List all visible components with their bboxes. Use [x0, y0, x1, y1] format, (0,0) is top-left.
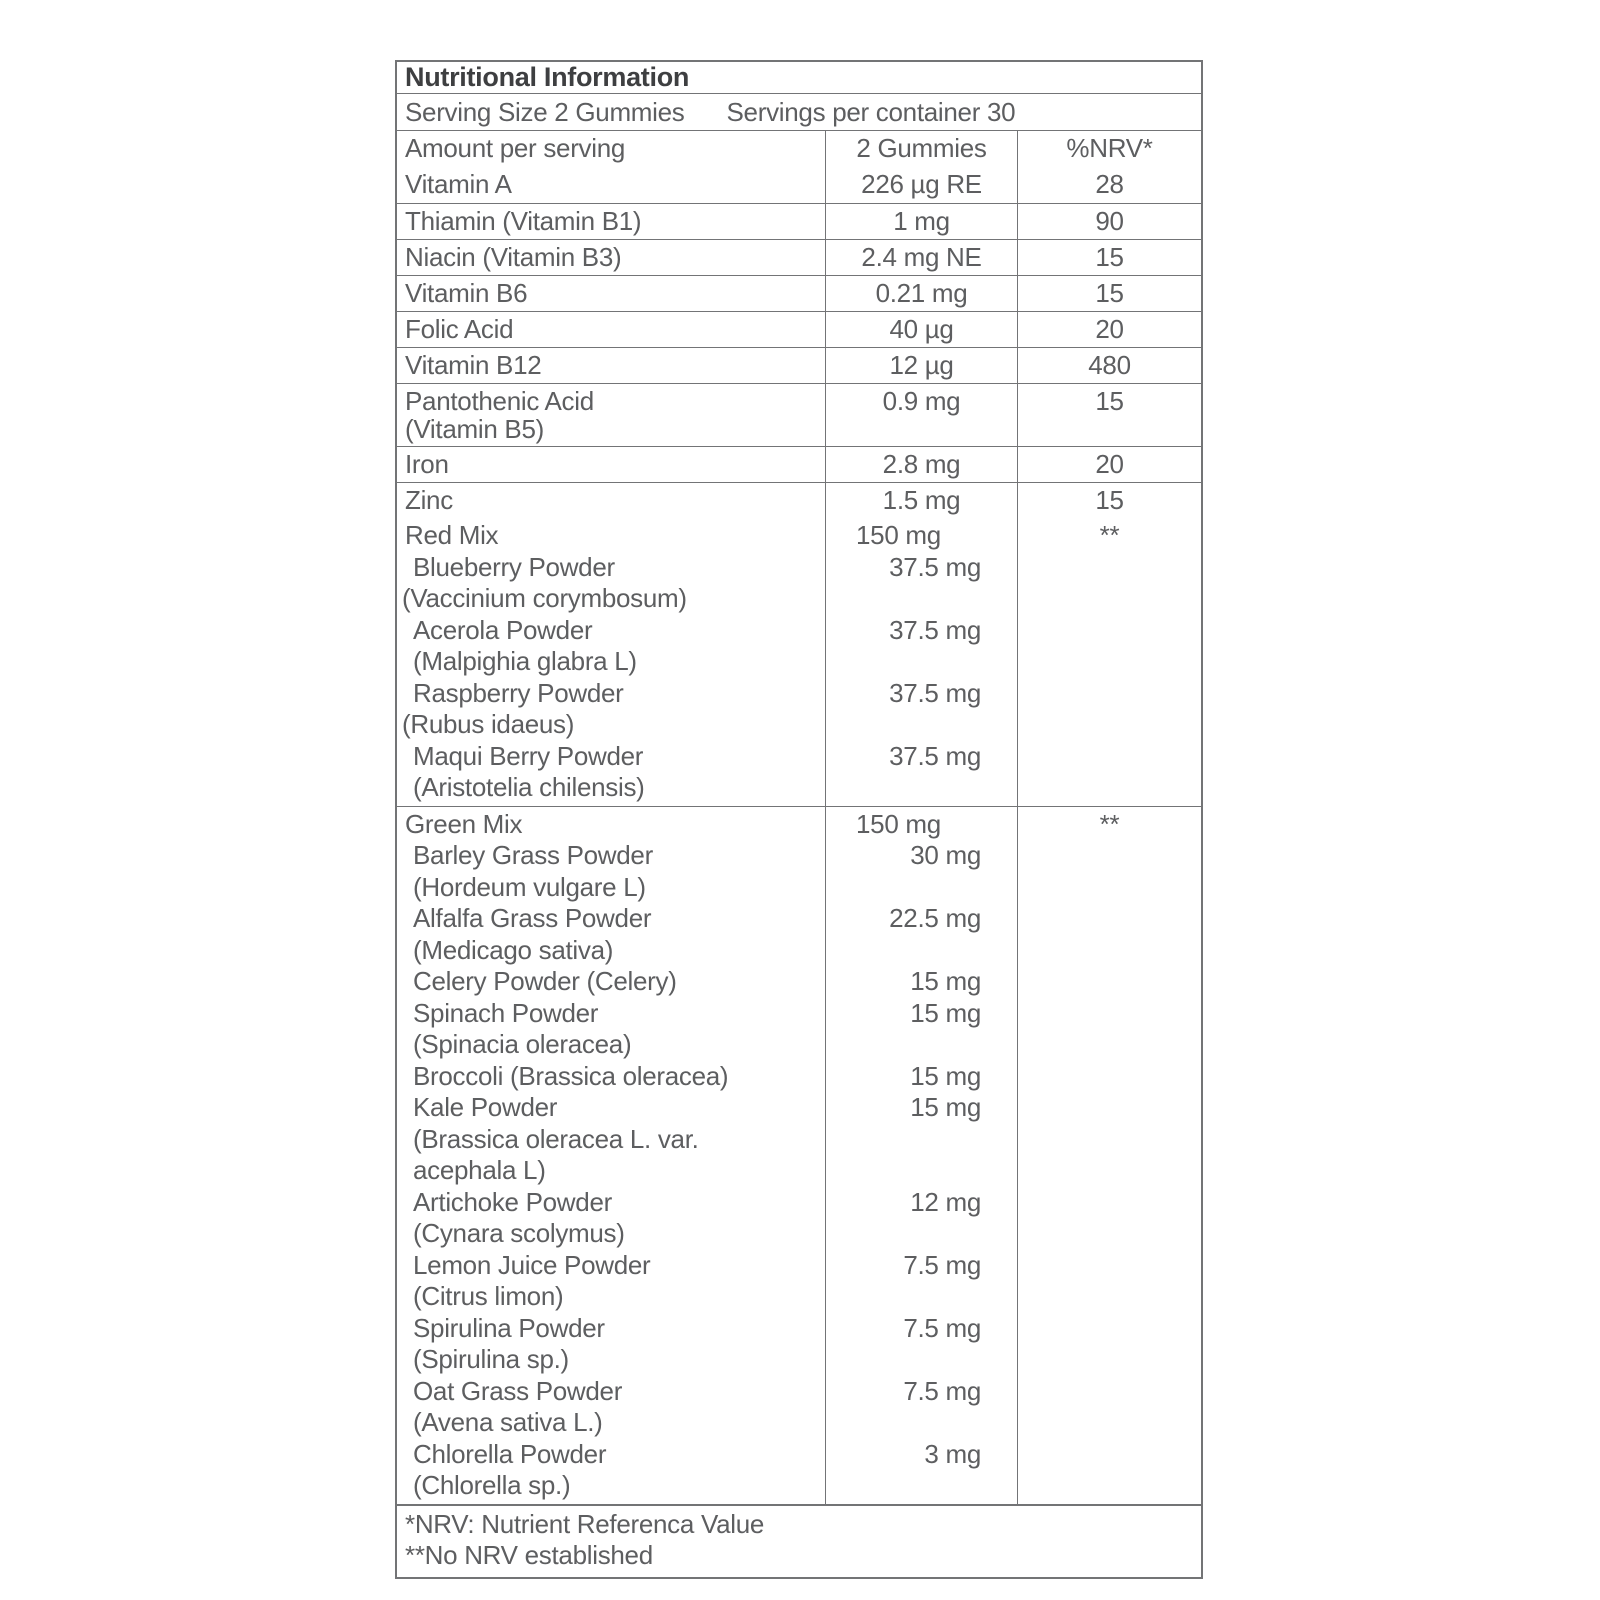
- mix-ingredient-amount: 7.5 mg: [903, 1249, 981, 1280]
- mix-sections: [397, 518, 1201, 1504]
- nutrient-name-cell: [397, 312, 825, 347]
- nutrient-name-cell: [397, 447, 825, 482]
- table-row: [397, 311, 1201, 347]
- mix-ingredient-line: acephala L): [413, 1155, 546, 1185]
- mix-ingredient-amount: 3 mg: [924, 1438, 981, 1469]
- mix-name: Red Mix: [405, 520, 499, 550]
- mix-amounts-column: [825, 807, 1017, 1504]
- mix-ingredient-line: Kale Powder: [413, 1092, 558, 1122]
- mix-ingredient-line: (Spinacia oleracea): [413, 1029, 632, 1059]
- nutrient-nrv-cell: 480: [1017, 348, 1201, 383]
- nutrient-nrv-cell: 90: [1017, 204, 1201, 239]
- mix-ingredient-amount: 12 mg: [910, 1186, 981, 1217]
- nutrient-amount-cell: 2.4 mg NE: [825, 240, 1017, 275]
- serving-size-text: Serving Size 2 Gummies: [405, 96, 685, 127]
- column-header-row: [397, 130, 1201, 167]
- nutrient-name: Iron: [405, 449, 449, 479]
- mix-ingredient-amount: 37.5 mg: [889, 677, 981, 708]
- nutrient-name: Thiamin (Vitamin B1): [405, 206, 642, 236]
- footnote-nrv-definition: *NRV: Nutrient Referenca Value: [405, 1508, 765, 1539]
- mix-ingredient-line: (Vaccinium corymbosum): [402, 583, 687, 613]
- title-row: [397, 62, 1201, 93]
- mix-ingredient-amount: [826, 1281, 1017, 1313]
- table-row: [397, 446, 1201, 482]
- nutrient-name: Niacin (Vitamin B3): [405, 242, 622, 272]
- mix-ingredient-amount: [826, 1470, 1017, 1502]
- mix-nrv-column: [1017, 807, 1201, 1504]
- mix-nrv-value: **: [1099, 808, 1120, 839]
- table-row: [397, 275, 1201, 311]
- mix-ingredient-line: (Brassica oleracea L. var.: [413, 1123, 699, 1154]
- mix-ingredients-column: [397, 807, 825, 1504]
- mix-ingredient-line: Raspberry Powder: [413, 677, 624, 708]
- mix-ingredient-amount: 37.5 mg: [889, 614, 981, 645]
- nutrient-amount-cell: 0.9 mg: [825, 384, 1017, 446]
- table-row: [397, 347, 1201, 383]
- nutrient-amount-cell: 2.8 mg: [825, 447, 1017, 482]
- mix-nrv-value: **: [1099, 520, 1120, 550]
- mix-nrv-column: [1017, 518, 1201, 806]
- mix-section-row: [397, 806, 1201, 1504]
- mix-ingredients-column: [397, 518, 825, 806]
- nutrient-name-cell: [397, 348, 825, 383]
- mix-ingredient-line: Barley Grass Powder: [413, 840, 653, 870]
- table-row: [397, 203, 1201, 239]
- mix-ingredient-line: (Aristotelia chilensis): [413, 772, 645, 802]
- column-header-amount-per-serving: Amount per serving: [405, 133, 626, 163]
- mix-total-amount: 150 mg: [856, 808, 941, 839]
- nutrient-name: Folic Acid: [405, 314, 514, 344]
- mix-ingredient-line: Blueberry Powder: [413, 551, 615, 582]
- mix-ingredient-line: Maqui Berry Powder: [413, 740, 644, 771]
- mix-ingredient-line: Artichoke Powder: [413, 1186, 612, 1217]
- mix-ingredient-amount: [826, 935, 1017, 967]
- mix-ingredient-amount: 7.5 mg: [903, 1375, 981, 1406]
- footnotes-row: [397, 1504, 1201, 1577]
- nutrient-name-line2: (Vitamin B5): [405, 414, 544, 444]
- nutrient-amount-cell: 226 µg RE: [825, 167, 1017, 203]
- mix-ingredient-amount: 30 mg: [910, 840, 981, 870]
- label-title: Nutritional Information: [405, 62, 690, 92]
- nutrient-name-cell: [397, 167, 825, 203]
- nutrient-name: Zinc: [405, 485, 453, 515]
- mix-ingredient-amount: [826, 1124, 1017, 1156]
- nutrient-rows: [397, 167, 1201, 518]
- nutrient-amount-cell: 12 µg: [825, 348, 1017, 383]
- mix-ingredient-amount: 15 mg: [910, 997, 981, 1028]
- mix-ingredient-amount: [826, 872, 1017, 904]
- table-row: [397, 239, 1201, 275]
- nutrient-name-cell: [397, 204, 825, 239]
- mix-ingredient-line: Lemon Juice Powder: [413, 1249, 651, 1280]
- nutrient-amount-cell: 40 µg: [825, 312, 1017, 347]
- table-row: [397, 167, 1201, 203]
- column-header-2-gummies: 2 Gummies: [825, 131, 1017, 167]
- mix-ingredient-line: Alfalfa Grass Powder: [413, 903, 652, 933]
- mix-ingredient-line: Broccoli (Brassica oleracea): [413, 1060, 729, 1091]
- mix-ingredient-amount: 37.5 mg: [889, 551, 981, 582]
- footnote-no-nrv: **No NRV established: [405, 1539, 653, 1570]
- mix-ingredient-line: Oat Grass Powder: [413, 1375, 623, 1406]
- mix-ingredient-line: Spinach Powder: [413, 997, 599, 1028]
- mix-ingredient-amount: [826, 583, 1017, 615]
- mix-ingredient-line: (Spirulina sp.): [413, 1344, 569, 1374]
- column-header-nrv: %NRV*: [1017, 131, 1201, 167]
- nutrient-amount-cell: 0.21 mg: [825, 276, 1017, 311]
- mix-ingredient-line: Celery Powder (Celery): [413, 966, 677, 996]
- mix-ingredient-amount: 37.5 mg: [889, 740, 981, 771]
- mix-ingredient-amount: [826, 1407, 1017, 1439]
- mix-ingredient-line: Acerola Powder: [413, 614, 593, 645]
- nutrient-nrv-cell: 28: [1017, 167, 1201, 203]
- nutrient-nrv-cell: 20: [1017, 447, 1201, 482]
- nutrient-name: Pantothenic Acid: [405, 386, 594, 416]
- mix-ingredient-amount: [826, 646, 1017, 678]
- mix-ingredient-amount: [826, 1344, 1017, 1376]
- serving-info-row: [397, 93, 1201, 130]
- mix-ingredient-line: (Avena sativa L.): [413, 1407, 603, 1437]
- mix-ingredient-line: (Malpighia glabra L): [413, 646, 637, 676]
- nutrient-nrv-cell: 15: [1017, 240, 1201, 275]
- mix-ingredient-line: (Rubus idaeus): [402, 709, 575, 739]
- mix-ingredient-amount: [826, 1029, 1017, 1061]
- mix-ingredient-line: (Chlorella sp.): [413, 1470, 571, 1500]
- mix-ingredient-amount: 15 mg: [910, 1060, 981, 1091]
- nutrient-name-cell: [397, 240, 825, 275]
- mix-ingredient-amount: [826, 709, 1017, 741]
- mix-section-row: [397, 518, 1201, 806]
- mix-ingredient-amount: [826, 772, 1017, 804]
- mix-ingredient-amount: 7.5 mg: [903, 1312, 981, 1343]
- mix-ingredient-amount: 22.5 mg: [889, 903, 981, 933]
- mix-ingredient-line: Spirulina Powder: [413, 1312, 605, 1343]
- servings-per-container-text: Servings per container 30: [726, 96, 1016, 127]
- mix-ingredient-line: (Cynara scolymus): [413, 1218, 625, 1248]
- mix-ingredient-line: (Hordeum vulgare L): [413, 871, 646, 902]
- mix-total-amount: 150 mg: [856, 520, 941, 550]
- table-row: [397, 383, 1201, 446]
- nutrient-name: Vitamin B12: [405, 350, 542, 380]
- mix-ingredient-line: Chlorella Powder: [413, 1438, 607, 1469]
- nutrient-nrv-cell: 15: [1017, 483, 1201, 518]
- nutrient-name: Vitamin B6: [405, 278, 528, 308]
- mix-amounts-column: [825, 518, 1017, 806]
- nutrient-amount-cell: 1 mg: [825, 204, 1017, 239]
- nutrition-facts-table: [395, 60, 1203, 1579]
- mix-ingredient-amount: 15 mg: [910, 1092, 981, 1122]
- nutrient-name-cell: [397, 483, 825, 518]
- nutrient-amount-cell: 1.5 mg: [825, 483, 1017, 518]
- nutrient-name: Vitamin A: [405, 169, 512, 199]
- mix-name: Green Mix: [405, 808, 523, 839]
- mix-ingredient-amount: [826, 1218, 1017, 1250]
- mix-ingredient-amount: 15 mg: [910, 966, 981, 996]
- mix-ingredient-amount: [826, 1155, 1017, 1187]
- nutrient-nrv-cell: 20: [1017, 312, 1201, 347]
- nutrient-nrv-cell: 15: [1017, 384, 1201, 446]
- mix-ingredient-line: (Citrus limon): [413, 1281, 564, 1311]
- nutrient-nrv-cell: 15: [1017, 276, 1201, 311]
- nutrient-name-cell: [397, 276, 825, 311]
- nutrient-name-cell: [397, 384, 825, 446]
- table-row: [397, 482, 1201, 518]
- mix-ingredient-line: (Medicago sativa): [413, 934, 614, 965]
